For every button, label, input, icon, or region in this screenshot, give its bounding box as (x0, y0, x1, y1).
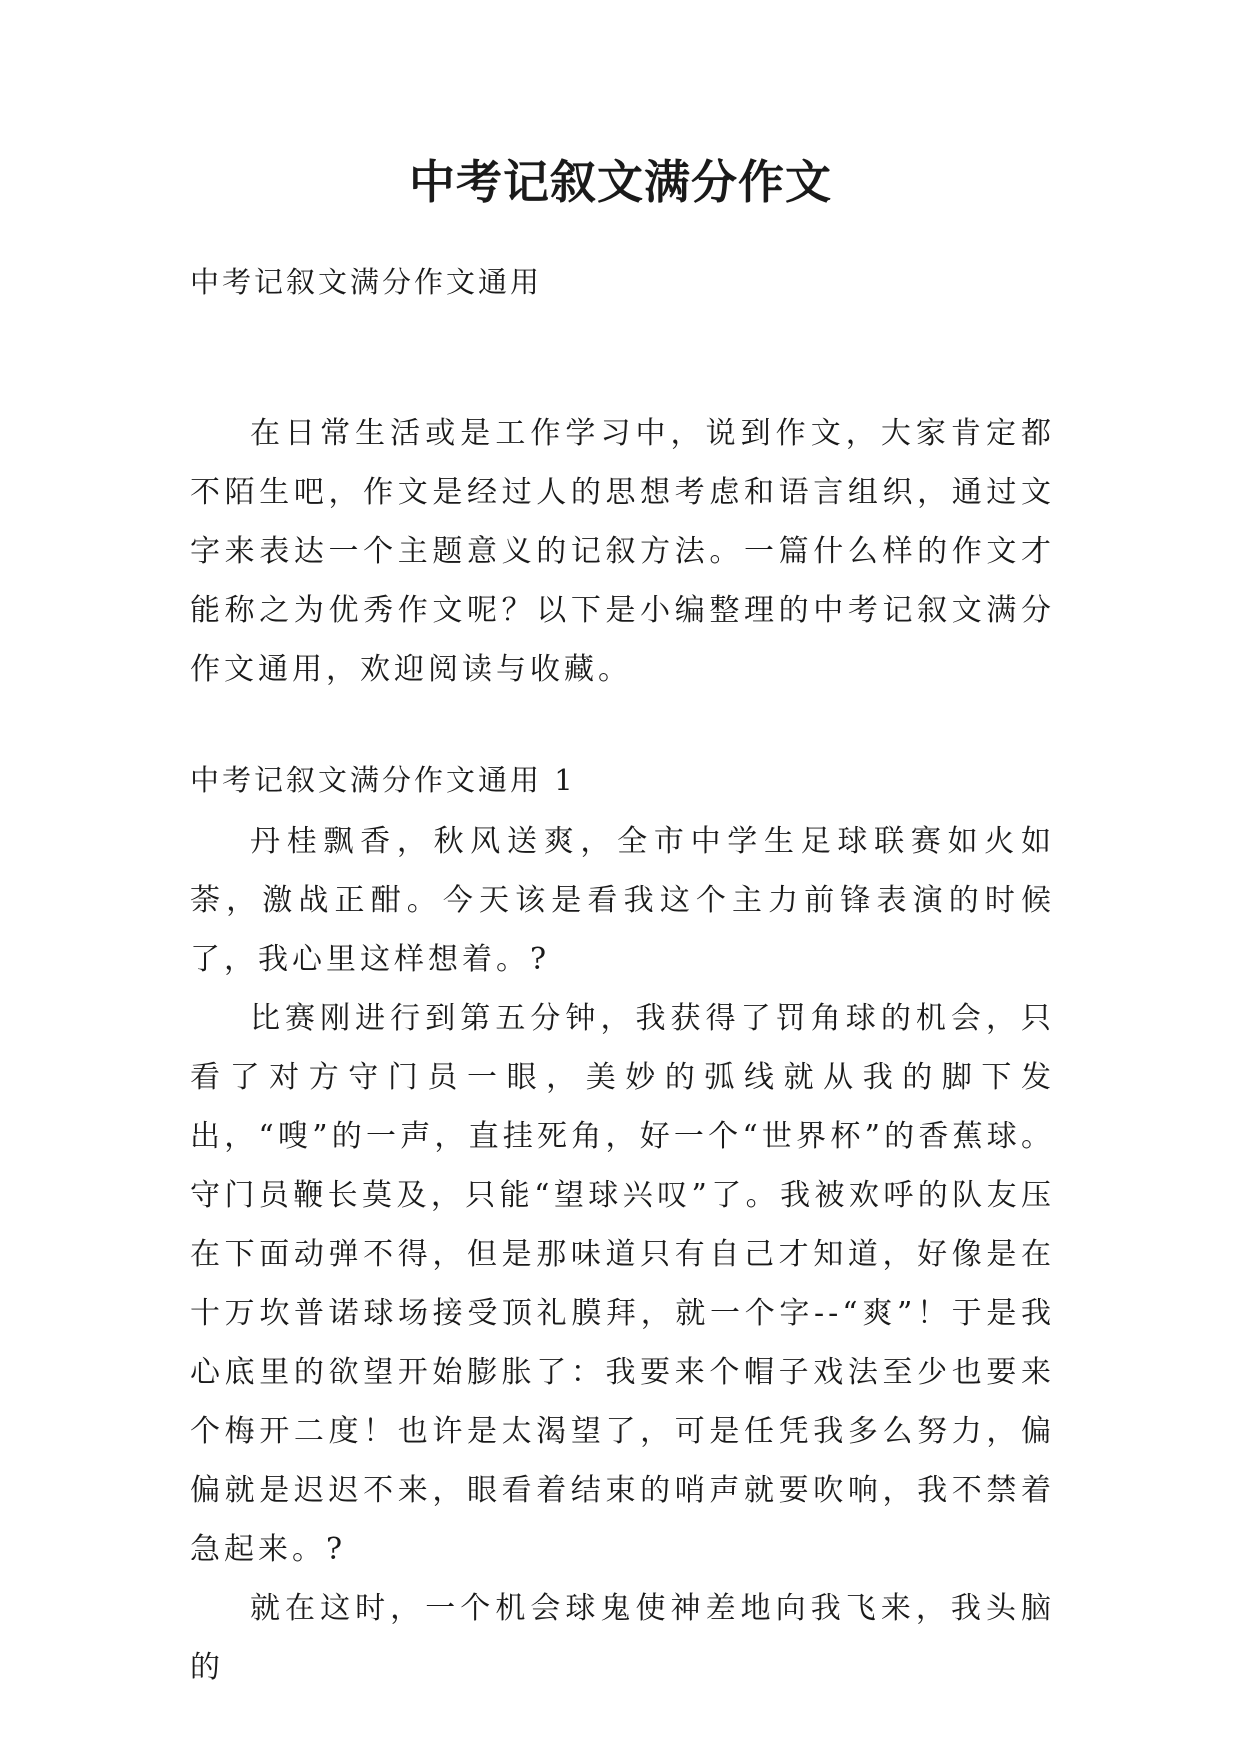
intro-paragraph: 在日常生活或是工作学习中，说到作文，大家肯定都不陌生吧，作文是经过人的思想考虑和语言组织，通过文字来表达一个主题意义的记叙方法。一篇什么样的作文才能称之为优秀作文呢？以下是小编整理的中考记叙文满分作文通用，欢迎阅读与收藏。 (190, 416, 1055, 687)
document-subtitle: 中考记叙文满分作文通用 (190, 265, 543, 299)
intro-section (190, 404, 1055, 699)
essay-body (190, 812, 1055, 1697)
document-title: 中考记叙文满分作文 (409, 155, 832, 209)
essay-paragraph: 就在这时，一个机会球鬼使神差地向我飞来，我头脑的 (190, 1591, 1055, 1685)
section-heading: 中考记叙文满分作文通用 1 (190, 763, 576, 797)
essay-paragraph: 比赛刚进行到第五分钟，我获得了罚角球的机会，只看了对方守门员一眼，美妙的弧线就从我的脚下发出，“嗖”的一声，直挂死角，好一个“世界杯”的香蕉球。守门员鞭长莫及，只能“望球兴叹”了。我被欢呼的队友压在下面动弹不得，但是那味道只有自己才知道，好像是在十万坎普诺球场接受顶礼膜拜，就一个字--“爽”！于是我心底里的欲望开始膨胀了：我要来个帽子戏法至少也要来个梅开二度！也许是太渴望了，可是任凭我多么努力，偏偏就是迟迟不来，眼看着结束的哨声就要吹响，我不禁着急起来。? (190, 1001, 1055, 1567)
essay-paragraph: 丹桂飘香，秋风送爽，全市中学生足球联赛如火如荼，激战正酣。今天该是看我这个主力前锋表演的时候了，我心里这样想着。? (190, 824, 1055, 977)
